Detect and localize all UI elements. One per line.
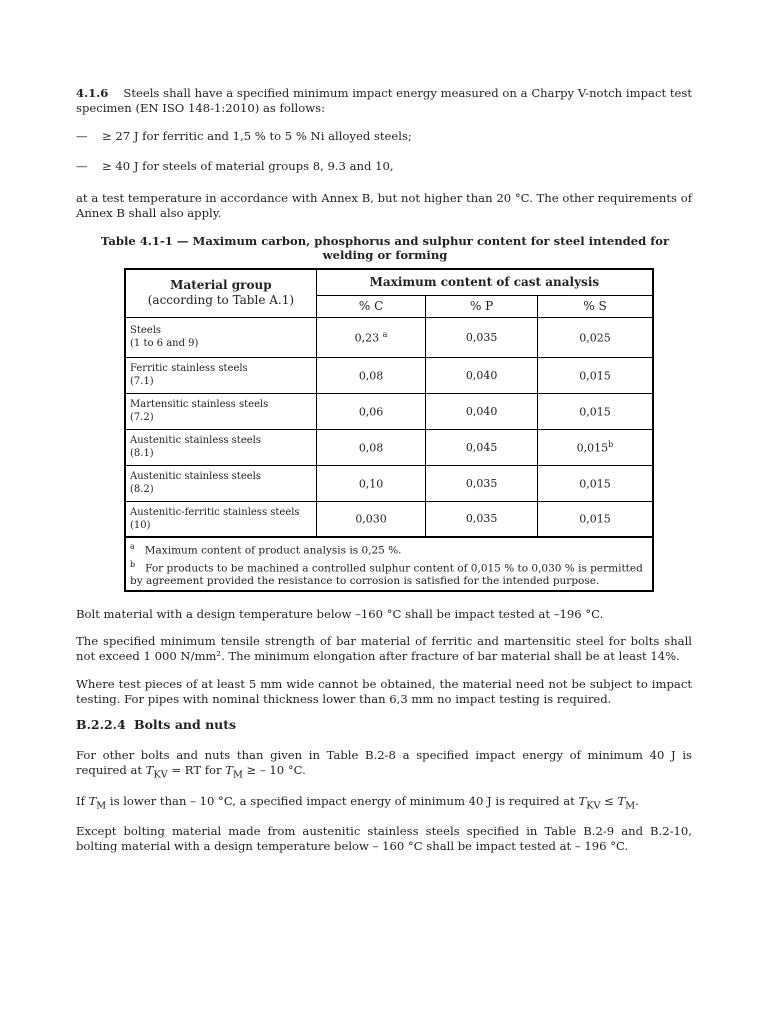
bullet-text-2: ≥ 40 J for steels of material groups 8, 9.3 and 10, [102, 159, 394, 173]
phosphorus-value: 0,035 [426, 317, 538, 357]
p1-text-a: For other bolts and nuts than given in Table B.2-8 a specified impact energy of minimum 40 J is required at [76, 748, 692, 777]
table-row [125, 393, 653, 429]
phosphorus-value: 0,045 [426, 429, 538, 465]
material-name: Austenitic stainless steels [130, 471, 261, 482]
material-group: (1 to 6 and 9) [130, 338, 199, 349]
material-group: (8.1) [130, 448, 154, 459]
footnote-b-mark: b [130, 559, 136, 569]
clause-number: 4.1.6 [76, 86, 109, 100]
footnote-ref: a [382, 329, 388, 339]
subscript-kv: KV [586, 800, 601, 812]
header-material-label: Material group [170, 278, 272, 293]
carbon-value: 0,23 [354, 331, 380, 345]
table-footnotes [125, 537, 653, 591]
tensile-paragraph: The specified minimum tensile strength of bar material of ferritic and martensitic steel for bolts shall not exceed 1 000 N/mm². The minimum elongation after fracture of bar material shall be at least 14%. [76, 634, 692, 663]
phosphorus-value: 0,035 [426, 501, 538, 537]
footnote-b [130, 558, 648, 589]
material-name: Austenitic stainless steels [130, 435, 261, 446]
material-name: Steels [130, 325, 162, 336]
footnote-a-mark: a [130, 542, 135, 551]
clause-after-text: at a test temperature in accordance with Annex B, but not higher than 20 °C. The other requirements of Annex B shall also apply. [76, 191, 692, 220]
table-row [125, 465, 653, 501]
p1-text-b: = RT for [167, 763, 226, 777]
footnote-ref: b [608, 439, 614, 449]
sulphur-value: 0,015 [579, 405, 611, 419]
p2-text-a: If [76, 794, 89, 808]
subscript-m: M [625, 800, 636, 812]
material-group: (7.2) [130, 412, 154, 423]
carbon-value: 0,08 [358, 441, 384, 455]
header-col-c: % C [316, 295, 426, 317]
material-name: Ferritic stainless steels [130, 363, 248, 374]
material-group: (8.2) [130, 484, 154, 495]
footnote-a [130, 540, 648, 558]
clause-intro-text: Steels shall have a specified minimum impact energy measured on a Charpy V-notch impact test specimen (EN ISO 148-1:2010) as follows: [76, 86, 692, 115]
symbol-t: T [88, 794, 97, 808]
section-paragraph-3: Except bolting material made from austenitic stainless steels specified in Table B.2-9 and B.2-10, bolting material with a design temperature below – 160 °C shall be impact tested at – 196 °C. [76, 824, 692, 853]
sulphur-value: 0,015 [579, 369, 611, 383]
footnote-a-text: Maximum content of product analysis is 0,25 %. [144, 544, 402, 557]
table-row [125, 357, 653, 393]
material-group: (7.1) [130, 376, 154, 387]
table-row [125, 429, 653, 465]
header-material-group [125, 269, 316, 317]
bullet-text-1: ≥ 27 J for ferritic and 1,5 % to 5 % Ni alloyed steels; [102, 129, 412, 143]
phosphorus-value: 0,040 [426, 357, 538, 393]
material-name: Martensitic stainless steels [130, 399, 269, 410]
subscript-m: M [96, 800, 107, 812]
section-paragraph-1 [76, 748, 692, 782]
header-max-content: Maximum content of cast analysis [316, 269, 653, 295]
table-row [125, 317, 653, 357]
subscript-m: M [232, 769, 243, 781]
subscript-kv: KV [153, 769, 168, 781]
sulphur-value: 0,015 [576, 441, 609, 455]
footnote-b-text: For products to be machined a controlled sulphur content of 0,015 % to 0,030 % is permitted by agreement provided the resistance to corrosion is satisfied for the intended purpose. [130, 562, 643, 587]
p1-text-c: ≥ – 10 °C. [242, 763, 306, 777]
carbon-value: 0,08 [358, 369, 384, 383]
p2-text-b: is lower than – 10 °C, a specified impact energy of minimum 40 J is required at [106, 794, 579, 808]
header-material-sub: (according to Table A.1) [147, 293, 295, 308]
test-pieces-paragraph: Where test pieces of at least 5 mm wide cannot be obtained, the material need not be subject to impact testing. For pipes with nominal thickness lower than 6,3 mm no impact testing is required. [76, 677, 692, 706]
section-title: Bolts and nuts [134, 717, 237, 732]
symbol-t: T [617, 794, 626, 808]
carbon-value: 0,10 [358, 477, 384, 491]
sulphur-value: 0,025 [579, 331, 611, 345]
bullet-item-2 [76, 159, 692, 174]
header-col-s: % S [537, 295, 653, 317]
table-row [125, 501, 653, 537]
material-content-table [124, 268, 654, 592]
carbon-value: 0,06 [358, 405, 384, 419]
dash-marker: — [76, 159, 88, 173]
symbol-t: T [145, 763, 154, 777]
material-name: Austenitic-ferritic stainless steels [130, 506, 300, 518]
p2-text-d: . [635, 794, 639, 808]
sulphur-value: 0,015 [579, 513, 611, 527]
dash-marker: — [76, 129, 88, 143]
material-group: (10) [130, 519, 151, 531]
clause-4-1-6-intro [76, 86, 692, 116]
phosphorus-value: 0,040 [426, 393, 538, 429]
table-caption: Table 4.1-1 — Maximum carbon, phosphorus and sulphur content for steel intended for welding or forming [100, 234, 670, 262]
section-paragraph-2 [76, 794, 692, 813]
carbon-value: 0,030 [355, 513, 387, 527]
sulphur-value: 0,015 [579, 477, 611, 491]
bullet-item-1 [76, 129, 692, 144]
header-col-p: % P [426, 295, 538, 317]
phosphorus-value: 0,035 [426, 465, 538, 501]
symbol-t: T [225, 763, 233, 777]
section-number: B.2.2.4 [76, 717, 126, 732]
p2-text-c: ≤ [600, 794, 618, 808]
bolt-temp-paragraph: Bolt material with a design temperature below –160 °C shall be impact tested at –196 °C. [76, 607, 604, 621]
symbol-t: T [578, 794, 587, 808]
section-heading [76, 717, 236, 732]
